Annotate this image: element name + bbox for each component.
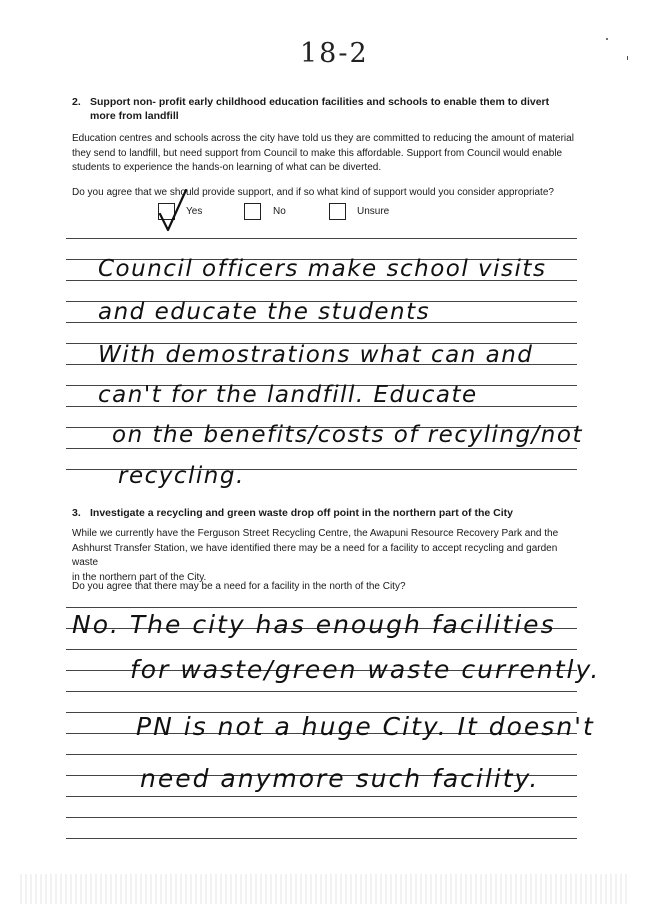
unsure-checkbox[interactable]	[329, 203, 346, 220]
section-3-question: Do you agree that there may be a need for a facility in the north of the City?	[72, 581, 406, 592]
body-line: Ashhurst Transfer Station, we have identified there may be a need for a facility to accept recycling and garden waste	[72, 542, 558, 568]
handwritten-answer-line: need anymore such facility.	[140, 764, 540, 793]
section-3-number: 3.	[72, 507, 81, 519]
scan-speck	[627, 56, 628, 60]
body-line: in the northern part of the City.	[72, 571, 207, 583]
handwritten-answer-line: With demostrations what can and	[98, 342, 534, 368]
yes-label: Yes	[186, 206, 203, 217]
unsure-label: Unsure	[357, 206, 390, 217]
ruled-line	[66, 754, 577, 755]
body-line: While we currently have the Ferguson Street Recycling Centre, the Awapuni Resource Recovery Park and the	[72, 528, 559, 539]
handwritten-answer-line: can't for the landfill. Educate	[98, 382, 478, 408]
section-3-heading	[72, 506, 572, 520]
section-2-question: Do you agree that we should provide support, and if so what kind of support would you consider appropriate?	[72, 187, 554, 198]
ruled-line	[66, 796, 577, 797]
body-line: students to experience the hands-on learning of what can be diverted.	[72, 162, 382, 173]
no-checkbox[interactable]	[244, 203, 261, 220]
body-line: they send to landfill, but need support from Council to make this affordable. Support from Council would enable	[72, 147, 563, 159]
handwritten-answer-line: recycling.	[118, 463, 245, 489]
handwritten-answer-line: PN is not a huge City. It doesn't	[136, 712, 595, 741]
section-3-body	[72, 527, 577, 585]
ruled-line	[66, 817, 577, 818]
section-2-title: Support non- profit early childhood education facilities and schools to enable them to divert more from landfill	[90, 96, 550, 122]
body-line: Education centres and schools across the city have told us they are committed to reducing the amount of material	[72, 133, 574, 144]
handwritten-answer-line: for waste/green waste currently.	[130, 655, 601, 684]
scan-footer-noise	[20, 874, 630, 904]
ruled-line	[66, 448, 577, 449]
ruled-line	[66, 838, 577, 839]
ruled-line	[66, 649, 577, 650]
check-mark-icon	[150, 186, 190, 234]
handwritten-answer-line: on the benefits/costs of recyling/not	[112, 422, 583, 448]
section-3-title: Investigate a recycling and green waste drop off point in the northern part of the City	[90, 507, 513, 519]
ruled-line	[66, 691, 577, 692]
ruled-line	[66, 607, 577, 608]
section-2-body	[72, 132, 577, 176]
handwritten-answer-line: and educate the students	[98, 299, 431, 325]
page-number: 18-2	[300, 38, 369, 69]
handwritten-answer-line: Council officers make school visits	[98, 256, 547, 282]
ruled-line	[66, 238, 577, 239]
section-2-heading	[72, 95, 572, 123]
scan-speck	[606, 38, 608, 40]
section-2-number: 2.	[72, 96, 81, 108]
no-label: No	[273, 206, 286, 217]
handwritten-answer-line: No. The city has enough facilities	[72, 610, 556, 639]
